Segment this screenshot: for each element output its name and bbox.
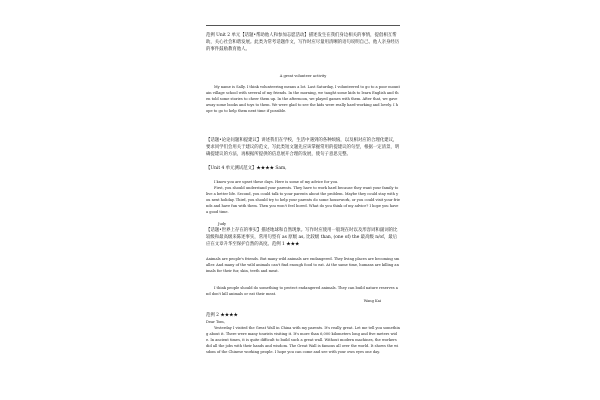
essay1-title: A great volunteer activity	[279, 74, 327, 78]
essay1-body: My name is Sally. I think volunteering means a lot. Last Saturday, I volunteered to go to a poor mountain village school with several of my friends. In the morning, we taught some kids to learn English and then told some stories to cheer them up. In the afternoon, we played games with them. After that, we gave away some books and toys to them. We were glad to see the kids were really hard-working and lovely. I hope to go to help them next time if possible.	[206, 85, 400, 113]
essay4-body: Yesterday I visited the Great Wall in China with my parents. It's really great. Let me tell you something about it. There were many tourists visiting it. It's more than 6,000 kilometers long and five meters wide. In ancient times, it is quite difficult to build such a great wall. Without modern machines, the workers did all the jobs with their hands and wisdom. The Great Wall is famous all over the world. It shows the wisdom of the Chinese working people. I hope you can come and see with your own eyes one day.	[206, 326, 400, 354]
intro-paragraph: 范例 Unit 2 单元【话题•帮助他人和参加志愿活动】描述发生在我们身边相关的事情，提倡相互帮助，关心社会和谐发展。此类为常考话题作文，写作时应尽量用清晰的语句说明自己、他人亲身经历的事件鼓励教育他人。	[206, 33, 400, 52]
letter-intro: I know you are upset these days. Here is some of my advice for you.	[214, 180, 339, 184]
section3-paragraph: 【话题•世界上存在的事实】描述地球和自然现象。写作时应使用一般现在时以及形容词和副词的比较级和最高级来陈述事实，常用句型有 as 原级 as, 比较级 than, (one of) the 最高级 n/of，最后应在文章升华至保护自然的高度。范例 1 ★★★	[206, 228, 398, 247]
section2-heading: 【Unit 4 单元测试范文】★★★★ Sam,	[206, 166, 287, 171]
essay3-paragraph2: I think people should do something to protect endangered animals. They can build nature reserves and don't kill animals or eat their meat.	[206, 286, 398, 296]
letter-signature: Judy	[218, 222, 227, 226]
header-rule	[206, 25, 400, 26]
section4-label: 范例 2 ★★★★	[206, 313, 238, 318]
section2-paragraph: 【话题•论论问题和提建议】讲述我们在学校，生活中遇到的各种烦恼，以及相对应的合理化建议，要求同学们会用关于建议的范文，写此类短文题先应该掌握常用的提建议的句型，根据一定清景，明确提建议的方法，再根据所提供的信息展开合理的发展，使句子意思完整。	[206, 138, 400, 157]
document-page	[206, 14, 400, 398]
letter-body: First, you should understand your parents. They have to work hard because they want your family to live a better life. Second, you could talk to your parents about the problem. Maybe they could stay with you next holiday. Third, you should try to help your parents do some housework, or you could visit your friends and have fun with them. Then you won't feel bored. What do you think of my advice? I hope you have a good time.	[206, 186, 400, 214]
essay3-body: Animals are people's friends. But many wild animals are endangered. They living places are becoming smaller. And many of the wild animals can't find enough food to eat. At the same time, humans are killing animals for their fur, skin, teeth and meat.	[206, 257, 400, 273]
letter2-greeting: Dear Tom,	[206, 320, 225, 324]
essay3-signature: Wang Kai	[363, 299, 381, 303]
